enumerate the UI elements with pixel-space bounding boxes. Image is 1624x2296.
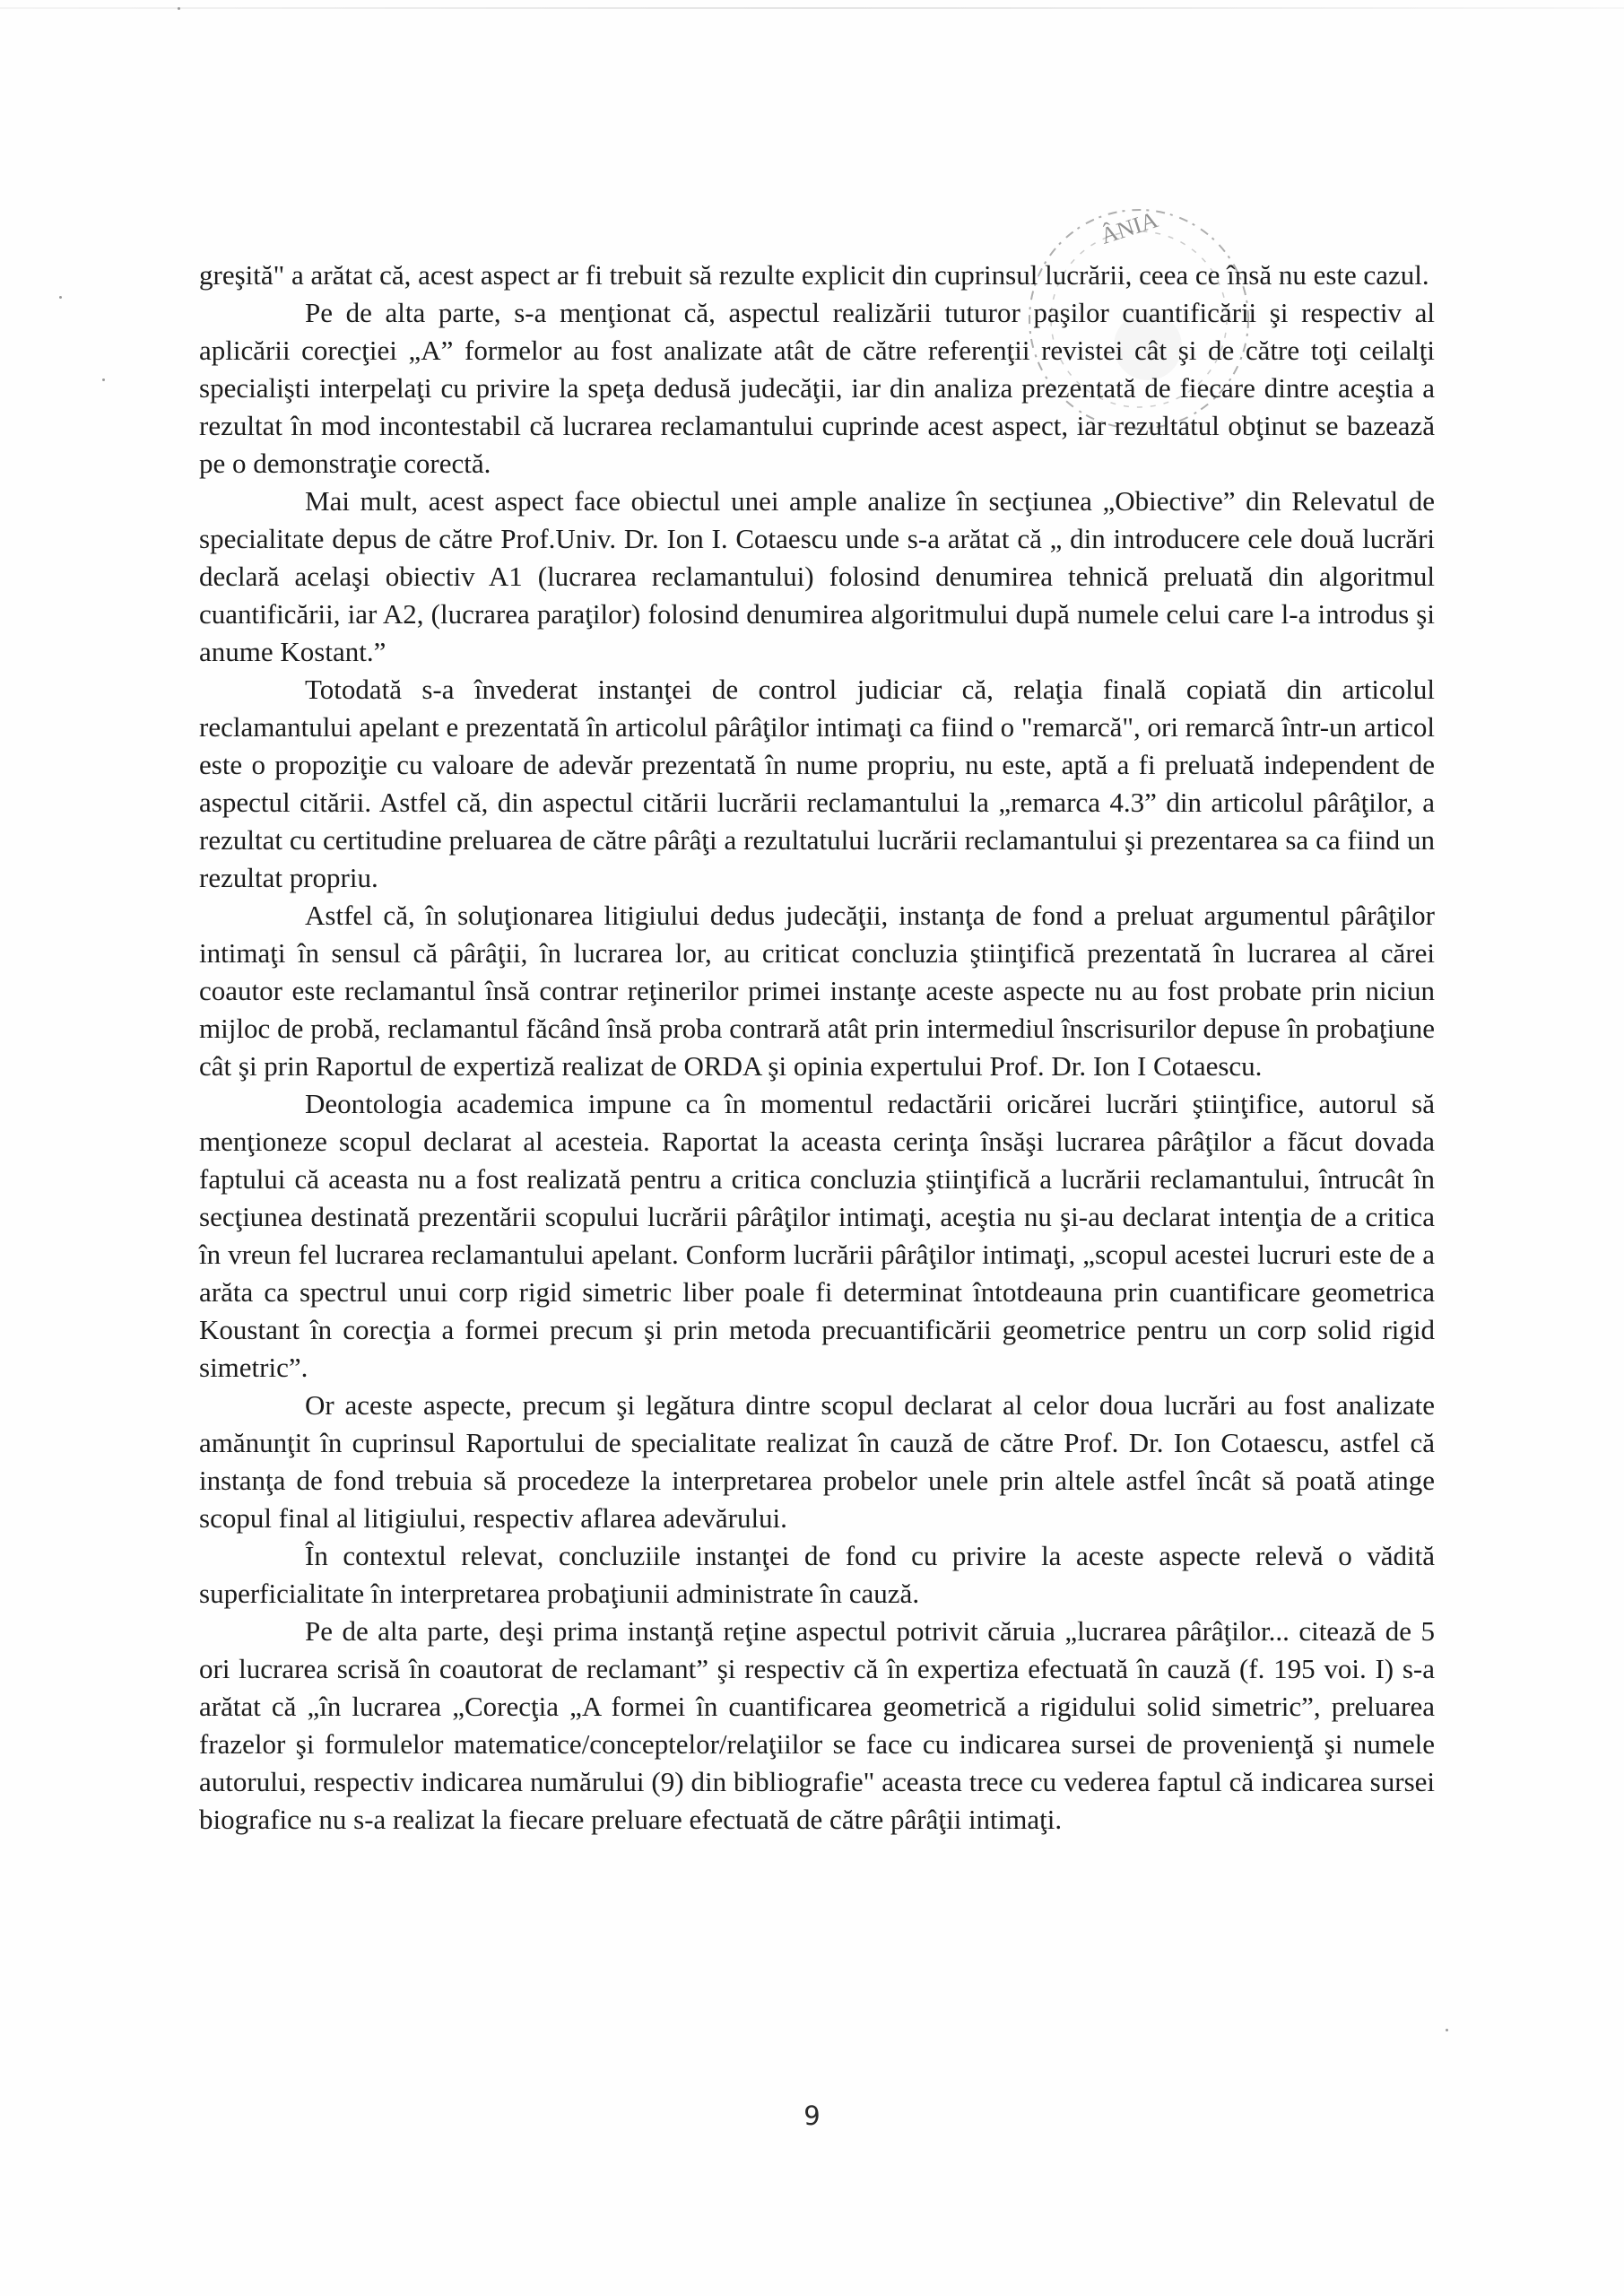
paragraph: greşită" a arătat că, acest aspect ar fi trebuit să rezulte explicit din cuprinsul lucrării, ceea ce însă nu este cazul. [199, 259, 1429, 291]
page-number: 9 [803, 2100, 821, 2131]
paragraph: Mai mult, acest aspect face obiectul unei ample analize în secţiunea „Obiective” din Relevatul de specialitate depus de către Prof.Univ. Dr. Ion I. Cotaescu unde s-a arătat că „ din introducere cele două lucrări declară acelaşi obiectiv A1 (lucrarea reclamantului) folosind denumirea tehnică preluată din algoritmul cuantificării, iar A2, (lucrarea paraţilor) folosind denumirea algoritmului după numele celui care l-a introdus şi anume Kostant.” [199, 485, 1435, 667]
scan-artifact-line [0, 7, 1624, 9]
paragraph: Totodată s-a învederat instanţei de control judiciar că, relaţia finală copiată din articolul reclamantului apelant e prezentată în articolul pârâţilor intimaţi ca fiind o "remarcă", ori remarcă într-un articol este o propoziţie cu valoare de adevăr prezentată în nume propriu, nu este, aptă a fi preluată independent de aspectul citării. Astfel că, din aspectul citării lucrării reclamantului la „remarca 4.3” din articolul pârâţilor, a rezultat cu certitudine preluarea de către pârâţi a rezultatului lucrării reclamantului şi prezentarea sa ca fiind un rezultat propriu. [199, 674, 1435, 893]
paragraph: În contextul relevat, concluziile instanţei de fond cu privire la aceste aspecte relevă o vădită superficialitate în interpretarea probaţiunii administrate în cauză. [199, 1540, 1435, 1609]
scan-speck [1446, 2029, 1448, 2031]
paragraph: Astfel că, în soluţionarea litigiului dedus judecăţii, instanţa de fond a preluat argumentul pârâţilor intimaţi în sensul că pârâţii, în lucrarea lor, au criticat concluzia ştiinţifică prezentată în lucrarea al cărei coautor este reclamantul însă contrar reţinerilor primei instanţe aceste aspecte nu au fost probate prin niciun mijloc de probă, reclamantul făcând însă proba contrară atât prin intermediul înscrisurilor depuse în probaţiune cât şi prin Raportul de expertiză realizat de ORDA şi opinia expertului Prof. Dr. Ion I Cotaescu. [199, 900, 1435, 1082]
paragraph: Deontologia academica impune ca în momentul redactării oricărei lucrări ştiinţifice, autorul să menţioneze scopul declarat al acesteia. Raportat la aceasta cerinţa însăşi lucrarea pârâţilor a făcut dovada faptului că aceasta nu a fost realizată pentru a critica concluzia ştiinţifică a lucrării reclamantului, întrucât în secţiunea destinată prezentării scopului lucrării pârâţilor intimaţi, aceştia nu şi-au declarat intenţia de a critica în vreun fel lucrarea reclamantului apelant. Conform lucrării pârâţilor intimaţi, „scopul acestei lucruri este de a arăta ca spectrul unui corp rigid simetric liber poale fi determinat întotdeauna prin cuantificare geometrica Koustant în corecţia a formei precum şi prin metoda precuantificării geometrice pentru un corp solid rigid simetric”. [199, 1088, 1435, 1383]
scan-speck [178, 7, 180, 10]
scan-speck [59, 296, 62, 299]
paragraph: Pe de alta parte, s-a menţionat că, aspectul realizării tuturor paşilor cuantificării şi respectiv al aplicării corecţiei „A” formelor au fost analizate atât de către referenţii revistei cât şi de către toţi ceilalţi specialişti interpelaţi cu privire la speţa dedusă judecăţii, iar din analiza prezentată de fiecare dintre aceştia a rezultat în mod incontestabil că lucrarea reclamantului cuprinde acest aspect, iar rezultatul obţinut se bazează pe o demonstraţie corectă. [199, 297, 1435, 479]
stamp-text: ÂNIA [1097, 206, 1161, 249]
scan-speck [102, 378, 105, 381]
body-text [199, 257, 1435, 1839]
paragraph: Or aceste aspecte, precum şi legătura dintre scopul declarat al celor doua lucrări au fost analizate amănunţit în cuprinsul Raportului de specialitate realizat în cauză de către Prof. Dr. Ion Cotaescu, astfel că instanţa de fond trebuia să procedeze la interpretarea probelor unele prin altele astfel încât să poată atinge scopul final al litigiului, respectiv aflarea adevărului. [199, 1389, 1435, 1534]
paragraph: Pe de alta parte, deşi prima instanţă reţine aspectul potrivit căruia „lucrarea pârâţilor... citează de 5 ori lucrarea scrisă în coautorat de reclamant” şi respectiv că în expertiza efectuată în cauză (f. 195 voi. I) s-a arătat că „în lucrarea „Corecţia „A formei în cuantificarea geometrică a rigidului solid simetric”, preluarea frazelor şi formulelor matematice/conceptelor/relaţiilor se face cu indicarea sursei de provenienţă şi numele autorului, respectiv indicarea numărului (9) din bibliografie" aceasta trece cu vederea faptul că indicarea sursei biografice nu s-a realizat la fiecare preluare efectuată de către pârâţii intimaţi. [199, 1615, 1435, 1835]
